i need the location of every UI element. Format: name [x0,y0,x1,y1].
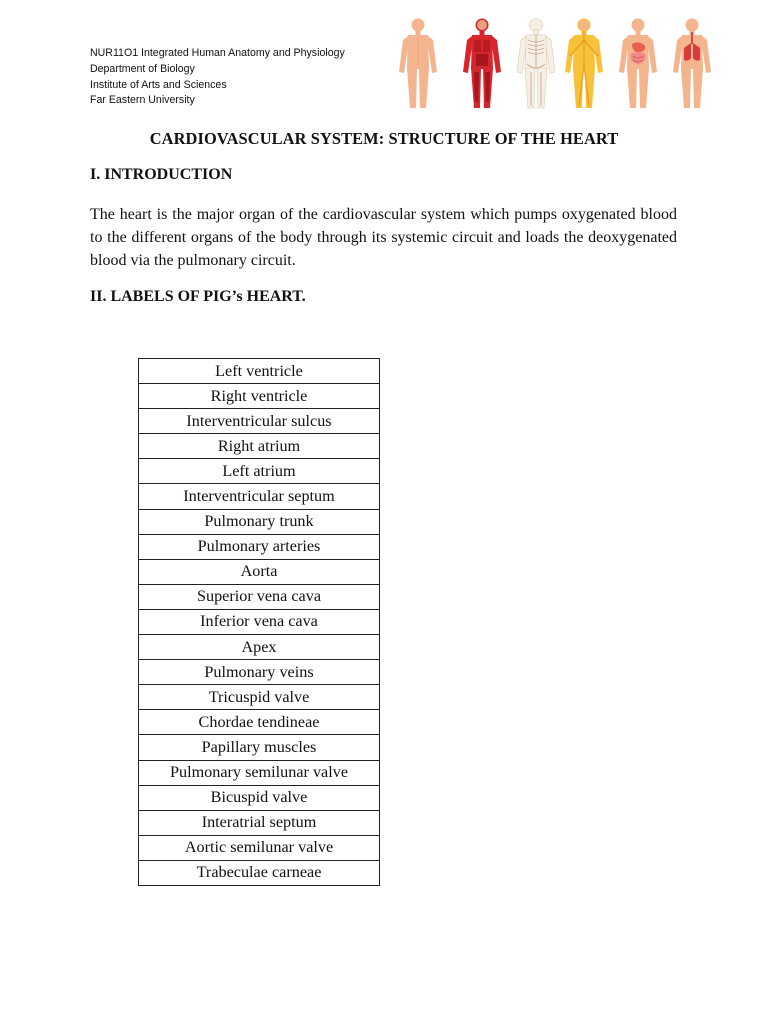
introduction-paragraph: The heart is the major organ of the cardiovascular system which pumps oxygenated blood to the different organs of the body through its systemic circuit and loads the deoxygenated blood via the pulmonary circuit. [90,206,677,269]
institute-line: Institute of Arts and Sciences [90,78,227,91]
label-cell: Superior vena cava [139,584,380,609]
table-row [139,534,380,559]
document-header [90,46,345,109]
table-row [139,785,380,810]
muscular-system-icon [463,19,501,109]
table-row [139,559,380,584]
table-row [139,810,380,835]
label-cell: Aortic semilunar valve [139,835,380,860]
section-heading-introduction: I. INTRODUCTION [90,166,233,183]
label-cell: Pulmonary arteries [139,534,380,559]
label-cell: Right atrium [139,434,380,459]
table-row [139,760,380,785]
table-row [139,835,380,860]
label-cell: Pulmonary semilunar valve [139,760,380,785]
digestive-system-icon [619,19,657,109]
university-line: Far Eastern University [90,94,195,107]
label-cell: Left atrium [139,459,380,484]
table-row [139,409,380,434]
label-cell: Aorta [139,559,380,584]
department-line: Department of Biology [90,62,195,75]
heart-labels-table [138,358,380,886]
table-row [139,359,380,384]
table-row [139,860,380,885]
table-row [139,609,380,634]
label-cell: Pulmonary trunk [139,509,380,534]
course-code-line: NUR11O1 Integrated Human Anatomy and Physiology [90,47,345,59]
table-row [139,735,380,760]
nervous-system-icon [565,19,603,109]
section-heading-labels: II. LABELS OF PIG’s HEART. [90,288,306,305]
label-cell: Right ventricle [139,384,380,409]
label-cell: Interventricular septum [139,484,380,509]
table-row [139,509,380,534]
label-cell: Left ventricle [139,359,380,384]
respiratory-system-icon [673,19,711,109]
label-cell: Pulmonary veins [139,660,380,685]
page-title: CARDIOVASCULAR SYSTEM: STRUCTURE OF THE HEART [149,129,619,148]
table-row [139,660,380,685]
label-cell: Trabeculae carneae [139,860,380,885]
label-cell: Inferior vena cava [139,609,380,634]
label-cell: Papillary muscles [139,735,380,760]
label-cell: Apex [139,635,380,660]
label-cell: Interventricular sulcus [139,409,380,434]
table-row [139,685,380,710]
body-systems-illustration [396,16,720,112]
label-cell: Chordae tendineae [139,710,380,735]
table-row [139,434,380,459]
label-cell: Interatrial septum [139,810,380,835]
table-row [139,384,380,409]
human-body-icon [399,19,437,109]
table-row [139,484,380,509]
label-cell: Bicuspid valve [139,785,380,810]
table-row [139,635,380,660]
label-cell: Tricuspid valve [139,685,380,710]
skeletal-system-icon [517,19,555,109]
table-row [139,459,380,484]
table-row [139,710,380,735]
table-row [139,584,380,609]
